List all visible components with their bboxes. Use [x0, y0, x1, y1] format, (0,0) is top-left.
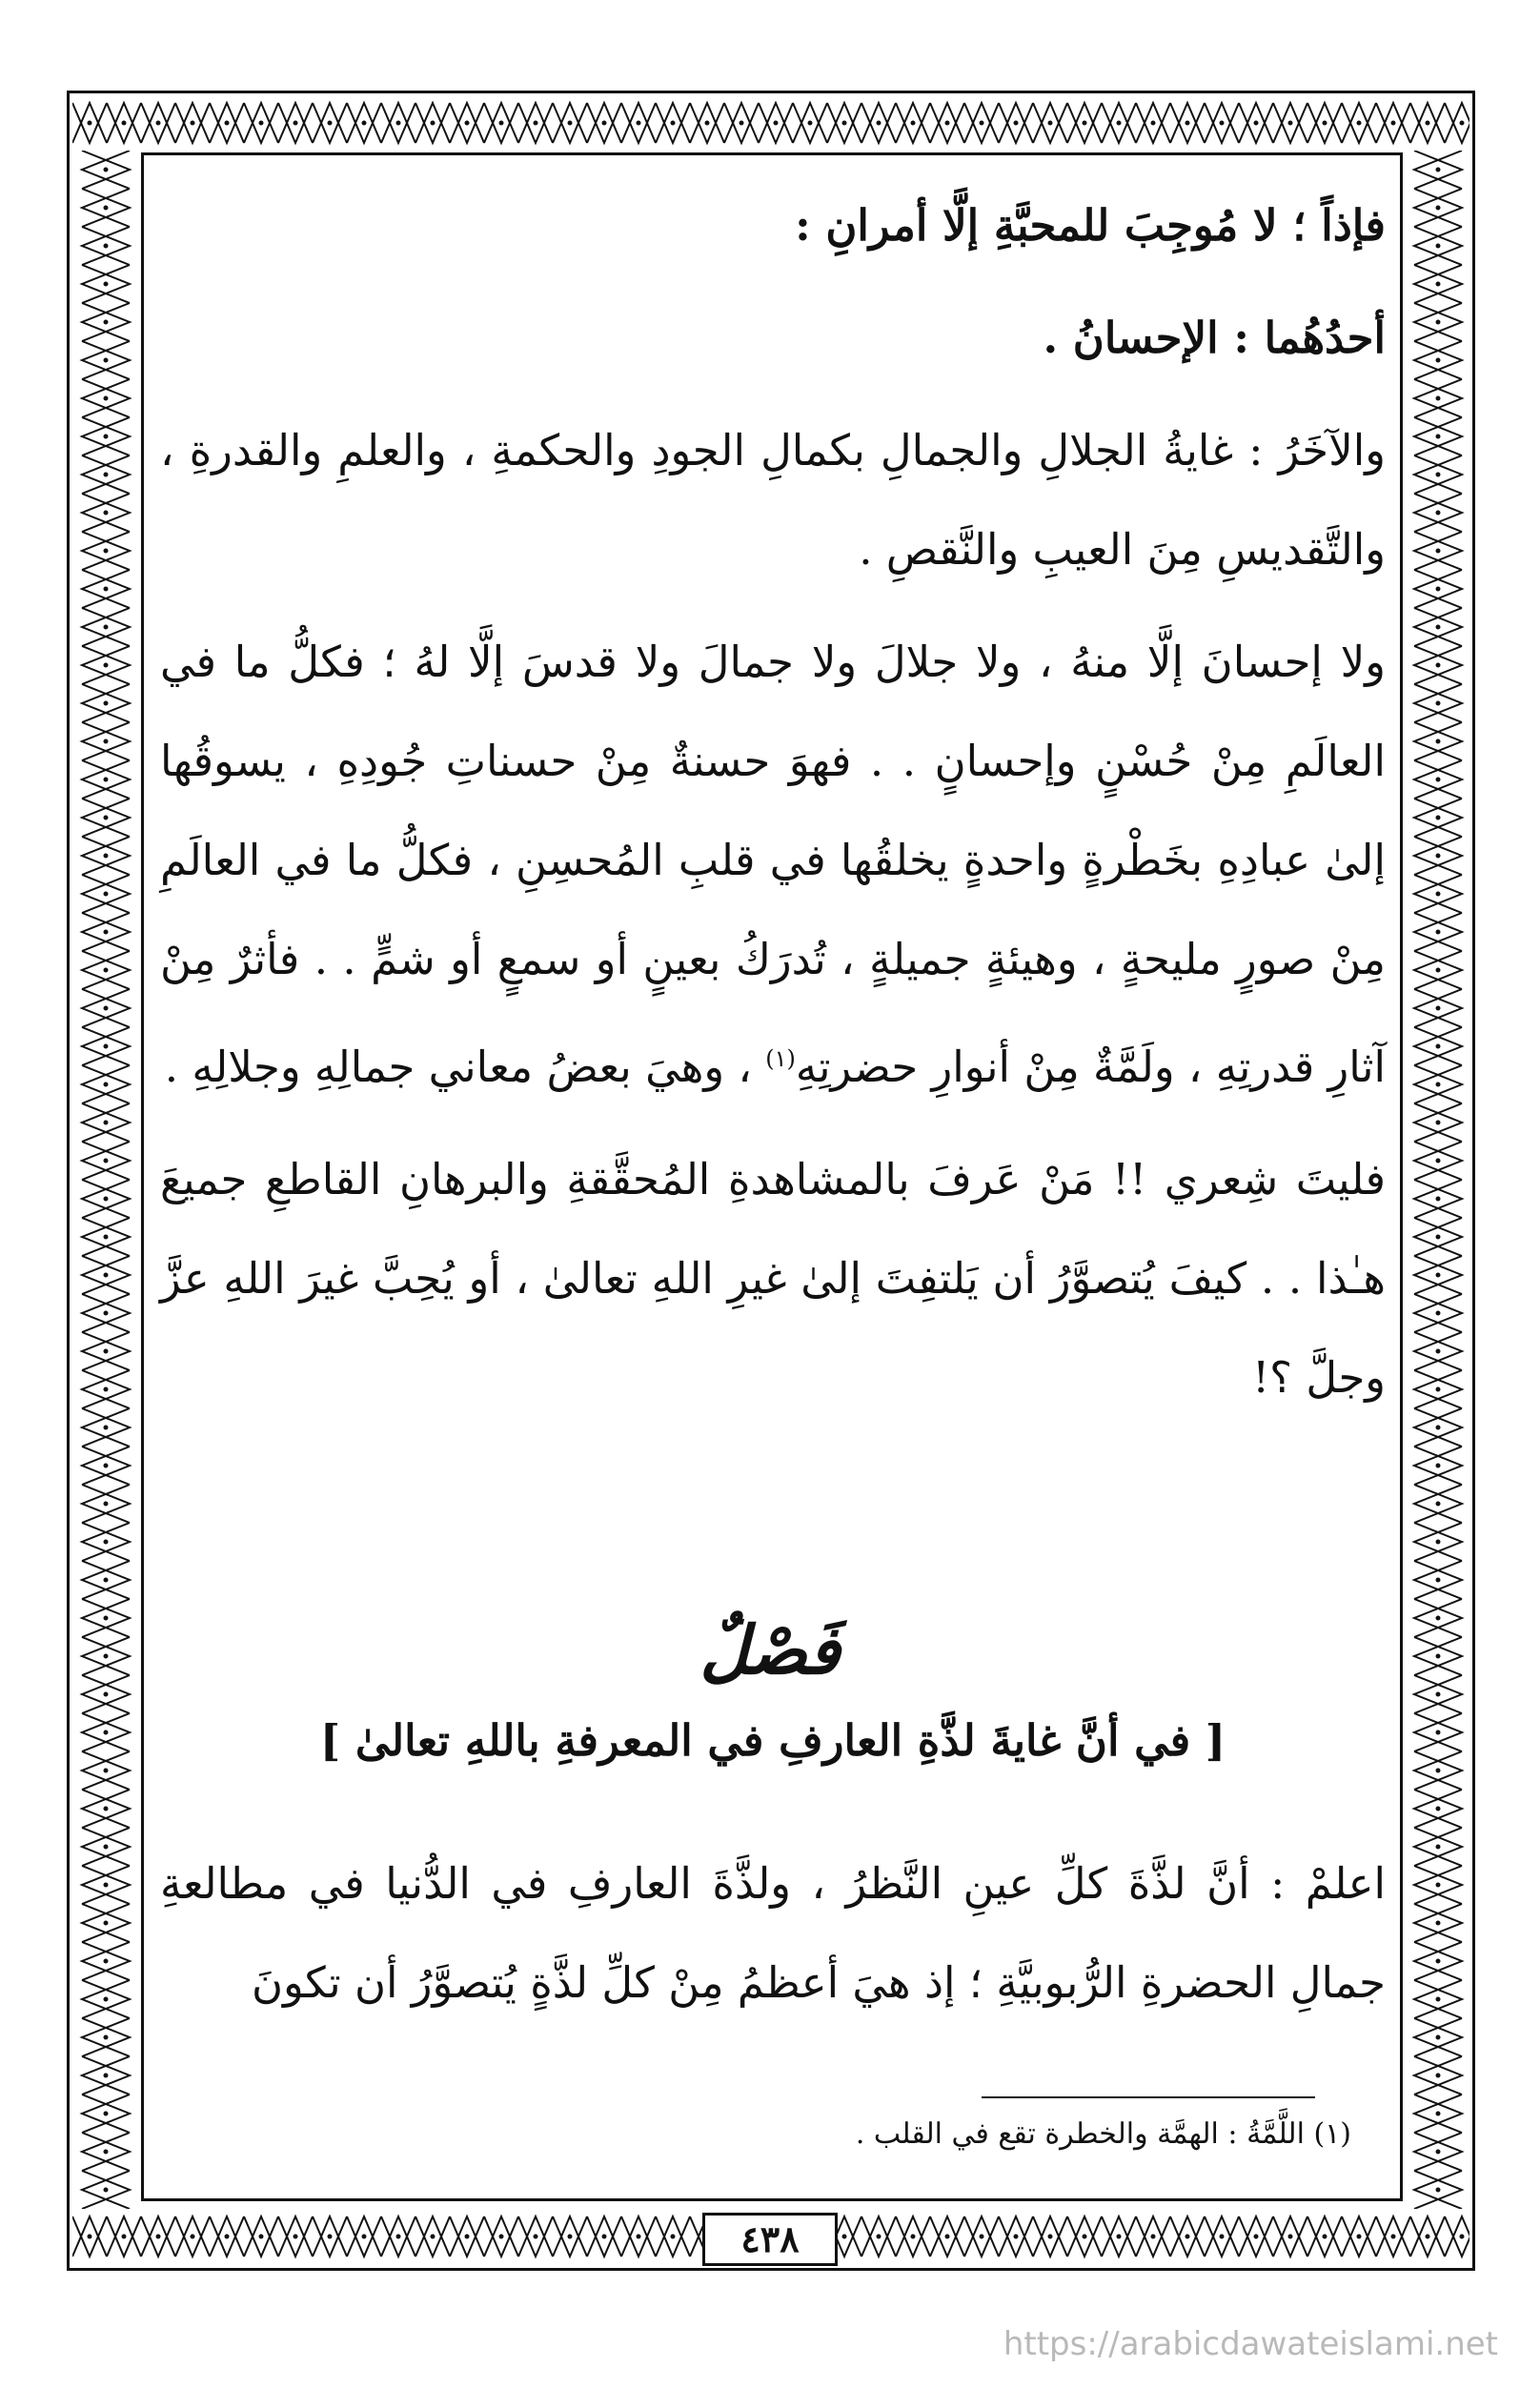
- fasl-heading: فَصْلٌ: [699, 1610, 841, 1690]
- paragraph-5: فليتَ شِعري !! مَنْ عَرفَ بالمشاهدةِ المُحقَّقةِ والبرهانِ القاطعِ جميعَ هـٰذا . . كيفَ يُتصوَّرُ أن يَلتفِتَ إلىٰ غيرِ اللهِ تعالىٰ ، أو يُحِبَّ غيرَ اللهِ عزَّ وجلَّ ؟!: [160, 1154, 1386, 1403]
- footnote-ref: (١): [765, 1045, 796, 1072]
- footnote-rule: [982, 2096, 1315, 2098]
- after-text: [160, 1834, 1386, 2033]
- left-border-ornament: [72, 151, 139, 2209]
- right-border-ornament: [1405, 151, 1471, 2209]
- section-title: [ في أنَّ غايةَ لذَّةِ العارفِ في المعرفةِ باللهِ تعالىٰ ]: [319, 1715, 1226, 1766]
- footnote: (١) اللَّمَّةُ : الهمَّة والخطرة تقع في القلب .: [855, 2117, 1351, 2151]
- main-text: [160, 176, 1386, 1427]
- paragraph-3: والآخَرُ : غايةُ الجلالِ والجمالِ بكمالِ الجودِ والحكمةِ ، والعلمِ والقدرةِ ، والتَّقديسِ مِنَ العيبِ والنَّقصِ .: [160, 425, 1386, 575]
- top-border-ornament: [72, 95, 1469, 151]
- paragraph-6: اعلمْ : أنَّ لذَّةَ كلِّ عينِ النَّظرُ ، ولذَّةَ العارفِ في الدُّنيا في مطالعةِ جمالِ الحضرةِ الرُّبوبيَّةِ ؛ إذ هيَ أعظمُ مِنْ كلِّ لذَّةٍ يُتصوَّرُ أن تكونَ: [160, 1858, 1386, 2008]
- paragraph-4-text: ولا إحسانَ إلَّا منهُ ، ولا جلالَ ولا جمالَ ولا قدسَ إلَّا لهُ ؛ فكلُّ ما في العالَمِ مِنْ حُسْنٍ وإحسانٍ . . فهوَ حسنةٌ مِنْ حسناتِ جُودِهِ ، يسوقُها إلىٰ عبادِهِ بخَطْرةٍ واحدةٍ يخلقُها في قلبِ المُحسِنِ ، فكلُّ ما في العالَمِ مِنْ صورٍ مليحةٍ ، وهيئةٍ جميلةٍ ، تُدرَكُ بعينٍ أو سمعٍ أو شمٍّ . . فأثرٌ مِنْ آثارِ قدرتِهِ ، ولَمَّةٌ مِنْ أنوارِ حضرتِهِ: [160, 637, 1386, 1092]
- paragraph-1: فإذاً ؛ لا مُوجِبَ للمحبَّةِ إلَّا أمرانِ :: [795, 200, 1386, 251]
- page-number: ٤٣٨: [702, 2213, 838, 2266]
- paragraph-4-end: ، وهيَ بعضُ معاني جمالِهِ وجلالِهِ .: [164, 1042, 752, 1092]
- paragraph-4: [160, 613, 1386, 1117]
- watermark-url: https://arabicdawateislami.net: [1003, 2325, 1498, 2363]
- paragraph-2: أحدُهُما : الإحسانُ .: [1043, 313, 1386, 363]
